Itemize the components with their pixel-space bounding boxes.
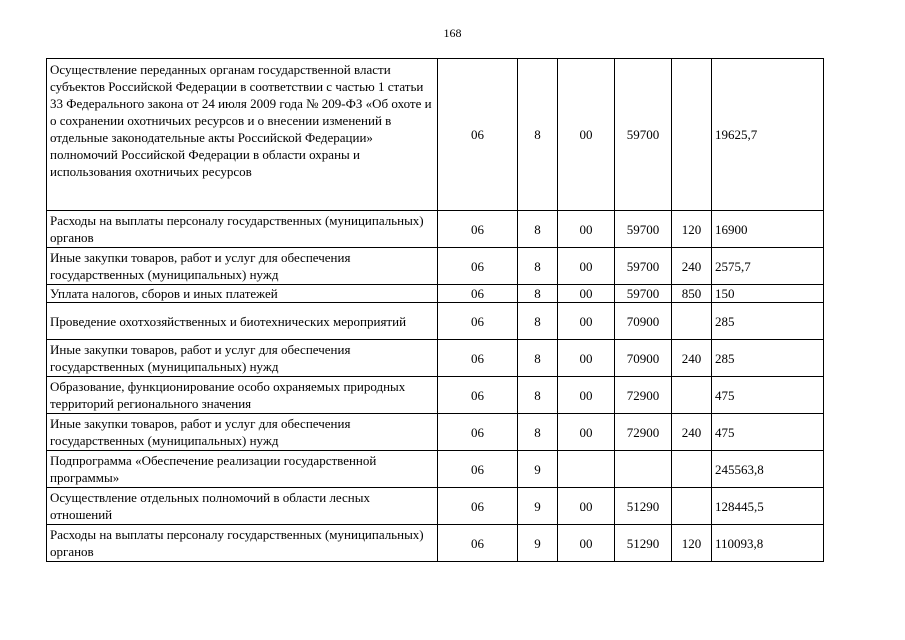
section-code: 06 bbox=[438, 488, 518, 525]
page-number: 168 bbox=[443, 26, 462, 40]
expense-code: 51290 bbox=[615, 488, 672, 525]
expense-code bbox=[615, 451, 672, 488]
table-row bbox=[47, 285, 824, 303]
expense-kind: 120 bbox=[672, 211, 712, 248]
subprogram-code: 00 bbox=[558, 525, 615, 562]
subprogram-code: 00 bbox=[558, 340, 615, 377]
expense-code: 72900 bbox=[615, 377, 672, 414]
expense-kind bbox=[672, 451, 712, 488]
subprogram-code: 00 bbox=[558, 59, 615, 211]
amount: 110093,8 bbox=[712, 525, 824, 562]
row-name: Образование, функционирование особо охраняемых природных территорий регионального значения bbox=[47, 377, 438, 414]
expense-code: 51290 bbox=[615, 525, 672, 562]
amount: 285 bbox=[712, 340, 824, 377]
row-name: Осуществление переданных органам государственной власти субъектов Российской Федерации в соответствии с частью 1 статьи 33 Федерального закона от 24 июля 2009 года № 209-ФЗ «Об охоте и о сохранении охотничьих ресурсов и о внесении изменений в отдельные законодательные акты Российской Федерации» полномочий Российской Федерации в области охраны и использования охотничьих ресурсов bbox=[47, 59, 438, 211]
table-row bbox=[47, 59, 824, 211]
table-row bbox=[47, 340, 824, 377]
program-code: 9 bbox=[518, 488, 558, 525]
expense-code: 59700 bbox=[615, 211, 672, 248]
program-code: 8 bbox=[518, 248, 558, 285]
table-row bbox=[47, 451, 824, 488]
row-name: Иные закупки товаров, работ и услуг для обеспечения государственных (муниципальных) нужд bbox=[47, 414, 438, 451]
program-code: 9 bbox=[518, 525, 558, 562]
expense-kind: 120 bbox=[672, 525, 712, 562]
expense-kind bbox=[672, 303, 712, 340]
row-name: Уплата налогов, сборов и иных платежей bbox=[47, 285, 438, 303]
expense-kind: 240 bbox=[672, 248, 712, 285]
row-name: Расходы на выплаты персоналу государственных (муниципальных) органов bbox=[47, 211, 438, 248]
subprogram-code: 00 bbox=[558, 303, 615, 340]
row-name: Подпрограмма «Обеспечение реализации государственной программы» bbox=[47, 451, 438, 488]
row-name: Осуществление отдельных полномочий в области лесных отношений bbox=[47, 488, 438, 525]
subprogram-code: 00 bbox=[558, 248, 615, 285]
expense-kind bbox=[672, 59, 712, 211]
section-code: 06 bbox=[438, 285, 518, 303]
program-code: 8 bbox=[518, 285, 558, 303]
subprogram-code: 00 bbox=[558, 211, 615, 248]
expense-code: 72900 bbox=[615, 414, 672, 451]
subprogram-code: 00 bbox=[558, 488, 615, 525]
expense-code: 59700 bbox=[615, 285, 672, 303]
expense-kind bbox=[672, 488, 712, 525]
program-code: 8 bbox=[518, 414, 558, 451]
section-code: 06 bbox=[438, 525, 518, 562]
table-row bbox=[47, 211, 824, 248]
expense-code: 70900 bbox=[615, 303, 672, 340]
subprogram-code bbox=[558, 451, 615, 488]
table-row bbox=[47, 303, 824, 340]
section-code: 06 bbox=[438, 451, 518, 488]
row-name: Проведение охотхозяйственных и биотехнических мероприятий bbox=[47, 303, 438, 340]
expense-kind: 850 bbox=[672, 285, 712, 303]
amount: 150 bbox=[712, 285, 824, 303]
budget-table bbox=[46, 58, 824, 562]
program-code: 8 bbox=[518, 59, 558, 211]
subprogram-code: 00 bbox=[558, 285, 615, 303]
program-code: 9 bbox=[518, 451, 558, 488]
amount: 245563,8 bbox=[712, 451, 824, 488]
expense-code: 70900 bbox=[615, 340, 672, 377]
section-code: 06 bbox=[438, 377, 518, 414]
amount: 285 bbox=[712, 303, 824, 340]
table-row bbox=[47, 377, 824, 414]
amount: 475 bbox=[712, 414, 824, 451]
expense-kind: 240 bbox=[672, 340, 712, 377]
section-code: 06 bbox=[438, 248, 518, 285]
row-name: Иные закупки товаров, работ и услуг для обеспечения государственных (муниципальных) нужд bbox=[47, 248, 438, 285]
program-code: 8 bbox=[518, 340, 558, 377]
row-name: Иные закупки товаров, работ и услуг для обеспечения государственных (муниципальных) нужд bbox=[47, 340, 438, 377]
amount: 16900 bbox=[712, 211, 824, 248]
expense-code: 59700 bbox=[615, 59, 672, 211]
section-code: 06 bbox=[438, 303, 518, 340]
subprogram-code: 00 bbox=[558, 377, 615, 414]
table-row bbox=[47, 488, 824, 525]
amount: 475 bbox=[712, 377, 824, 414]
amount: 128445,5 bbox=[712, 488, 824, 525]
amount: 2575,7 bbox=[712, 248, 824, 285]
expense-kind bbox=[672, 377, 712, 414]
amount: 19625,7 bbox=[712, 59, 824, 211]
table-row bbox=[47, 525, 824, 562]
section-code: 06 bbox=[438, 211, 518, 248]
program-code: 8 bbox=[518, 303, 558, 340]
program-code: 8 bbox=[518, 377, 558, 414]
table-row bbox=[47, 248, 824, 285]
expense-code: 59700 bbox=[615, 248, 672, 285]
section-code: 06 bbox=[438, 59, 518, 211]
expense-kind: 240 bbox=[672, 414, 712, 451]
program-code: 8 bbox=[518, 211, 558, 248]
subprogram-code: 00 bbox=[558, 414, 615, 451]
row-name: Расходы на выплаты персоналу государственных (муниципальных) органов bbox=[47, 525, 438, 562]
section-code: 06 bbox=[438, 414, 518, 451]
table-row bbox=[47, 414, 824, 451]
section-code: 06 bbox=[438, 340, 518, 377]
